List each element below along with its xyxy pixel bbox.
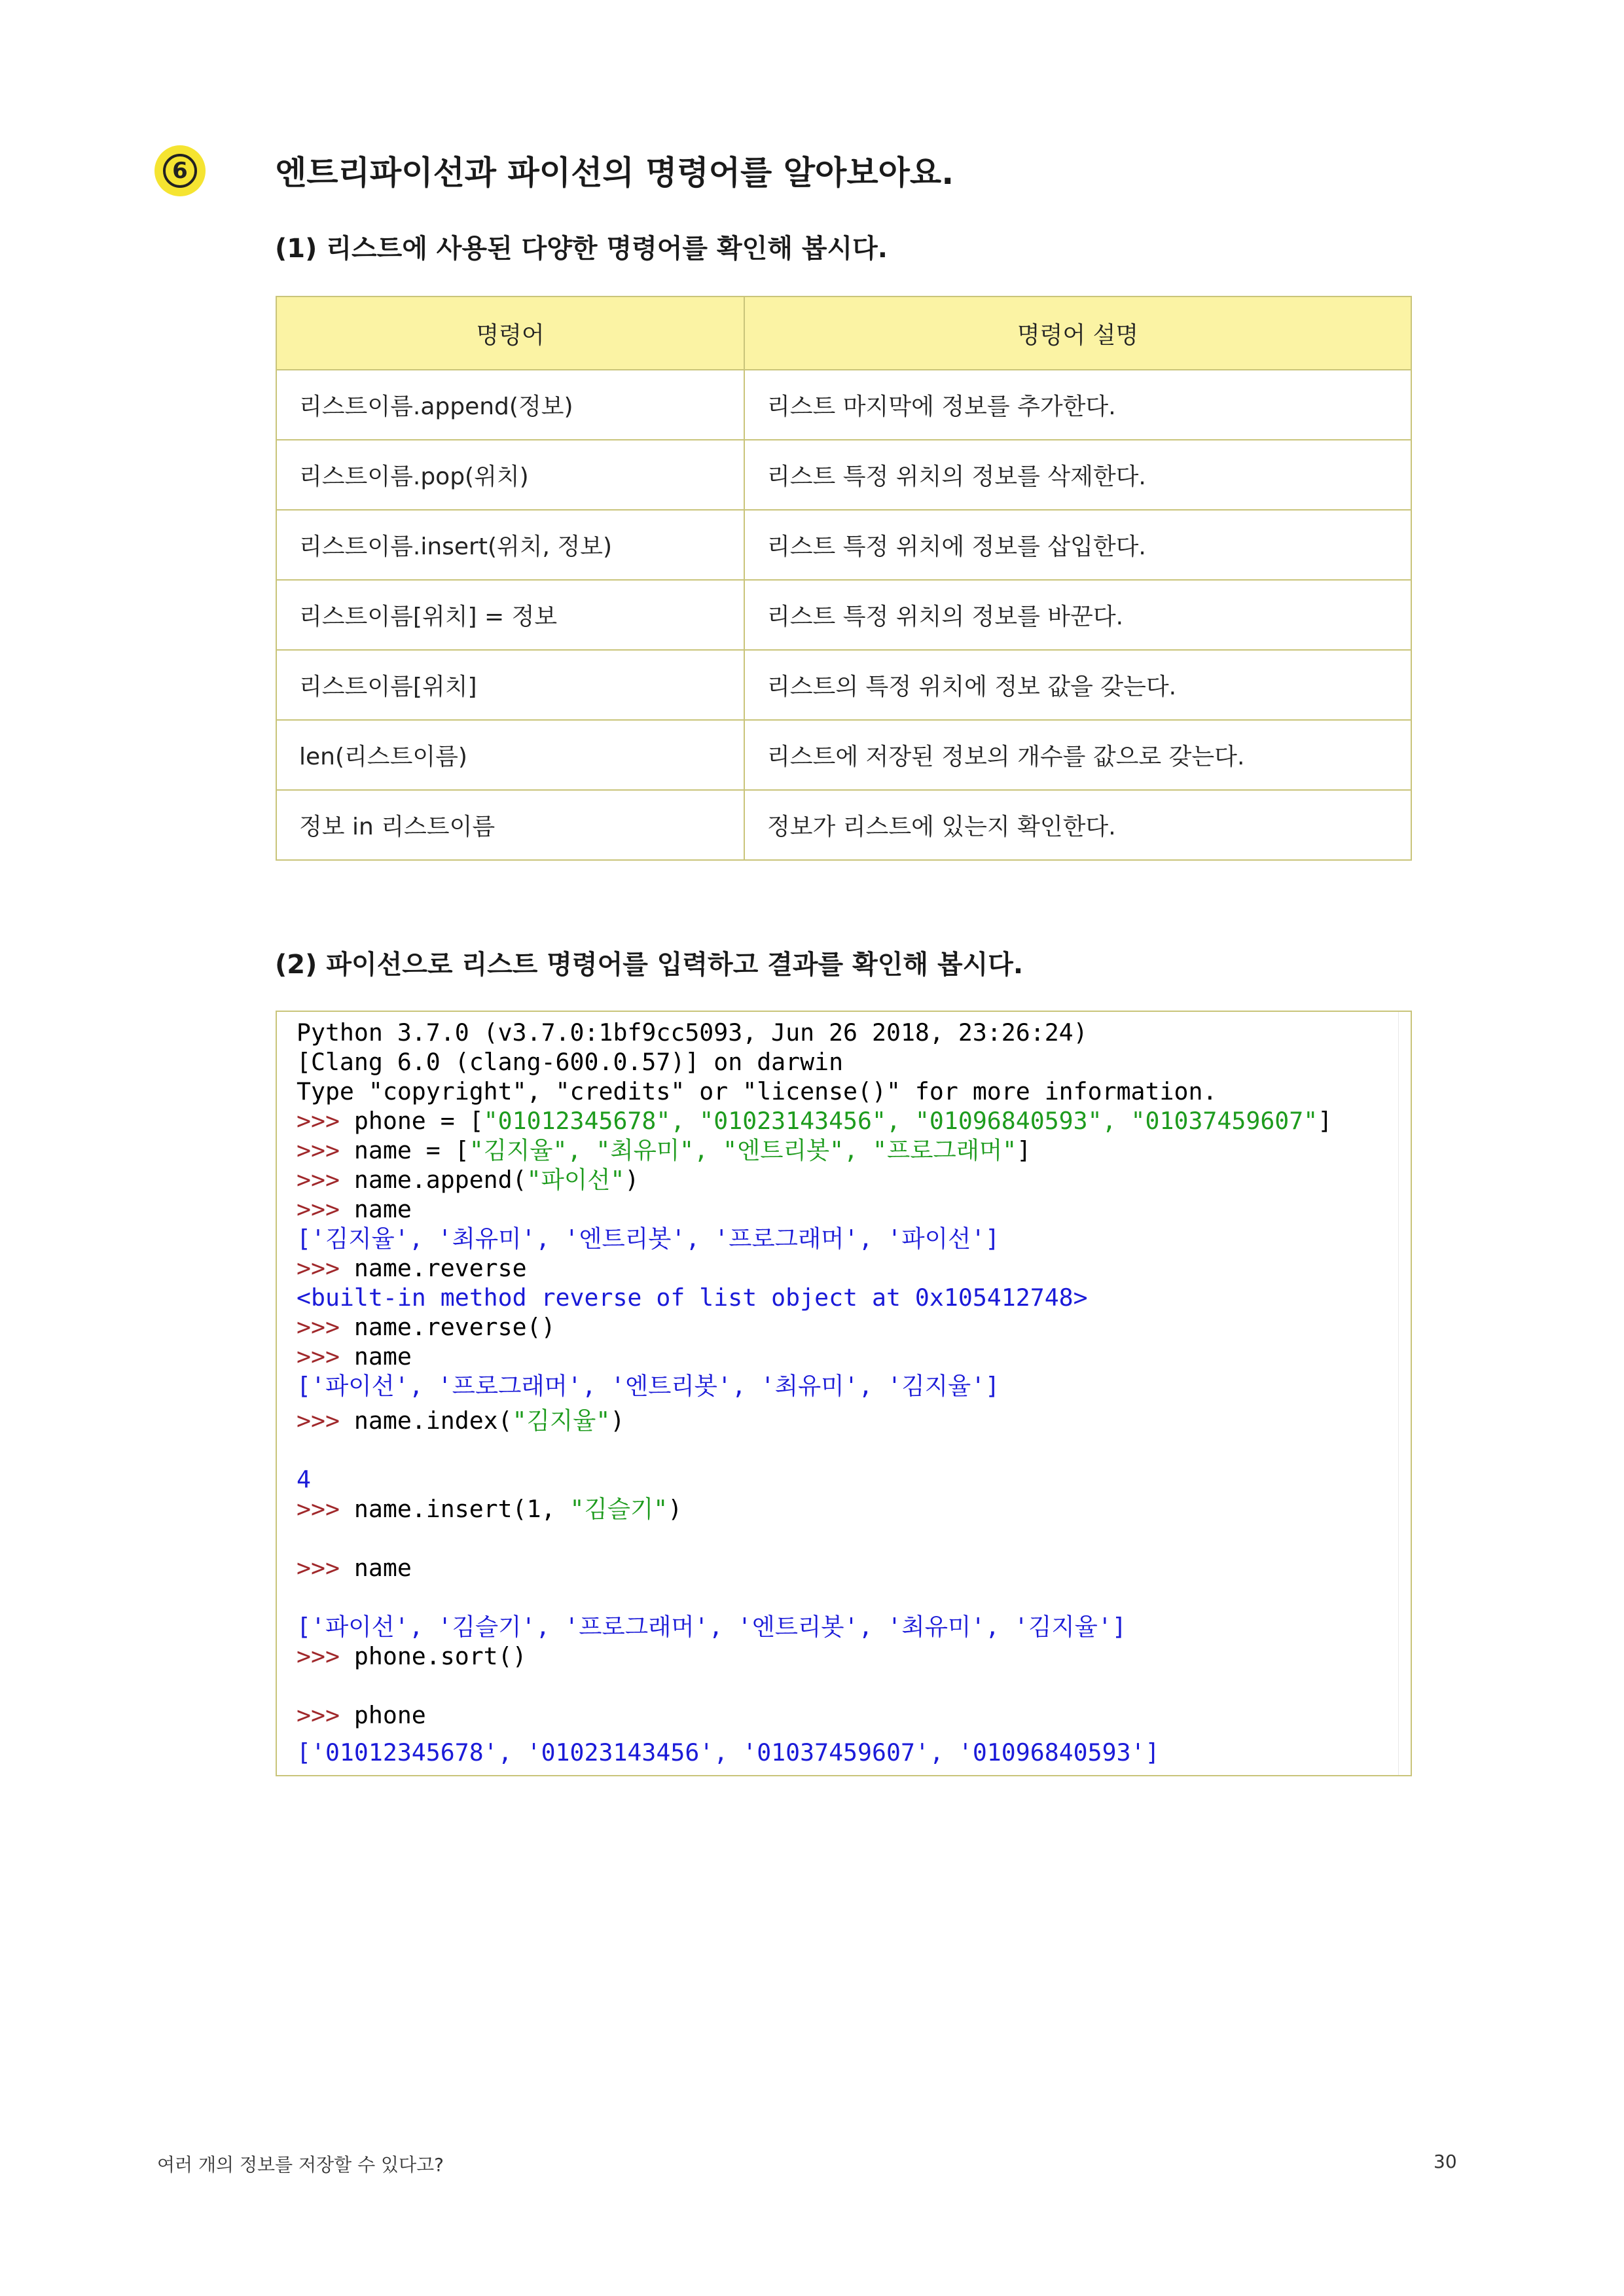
shell-string: "파이선" [526, 1166, 625, 1194]
shell-code: ] [1017, 1136, 1032, 1164]
command-cell: 리스트이름.insert(위치, 정보) [276, 510, 744, 580]
shell-code: ) [668, 1495, 683, 1523]
prompt-symbol: >>> [297, 1254, 340, 1282]
table-row [276, 790, 1411, 860]
shell-output-line [297, 1372, 1000, 1401]
shell-text: [Clang 6.0 (clang-600.0.57)] on darwin [297, 1048, 844, 1076]
description-cell: 리스트 마지막에 정보를 추가한다. [744, 370, 1411, 440]
prompt-symbol: >>> [297, 1701, 340, 1729]
table-row [276, 720, 1411, 790]
shell-string: "김지율" [512, 1407, 611, 1435]
header-description: 명령어 설명 [744, 296, 1411, 370]
shell-header-line [297, 1018, 1088, 1047]
section-number-badge [154, 145, 206, 196]
shell-code: name.reverse [339, 1254, 527, 1282]
shell-input-line [297, 1136, 1031, 1165]
shell-input-line [297, 1554, 412, 1583]
shell-code: phone = [ [339, 1107, 484, 1135]
command-cell: 리스트이름.pop(위치) [276, 440, 744, 510]
shell-code: ] [1318, 1107, 1333, 1135]
shell-text: Type "copyright", "credits" or "license()" for more information. [297, 1077, 1218, 1105]
shell-header-line [297, 1048, 843, 1077]
shell-input-line [297, 1342, 412, 1371]
description-cell: 리스트 특정 위치의 정보를 삭제한다. [744, 440, 1411, 510]
prompt-symbol: >>> [297, 1495, 340, 1523]
shell-code: name = [ [339, 1136, 469, 1164]
command-cell: len(리스트이름) [276, 720, 744, 790]
shell-code: ) [624, 1166, 640, 1194]
shell-header-line [297, 1077, 1217, 1106]
subtitle-python-practice: (2) 파이선으로 리스트 명령어를 입력하고 결과를 확인해 봅시다. [275, 950, 1024, 980]
footer-caption: 여러 개의 정보를 저장할 수 있다고? [157, 2154, 444, 2176]
subtitle-list-commands: (1) 리스트에 사용된 다양한 명령어를 확인해 봅시다. [275, 234, 888, 264]
shell-output: ['김지율', '최유미', '엔트리봇', '프로그래머', '파이선'] [297, 1225, 1000, 1253]
prompt-symbol: >>> [297, 1407, 340, 1435]
shell-string: "01012345678", "01023143456", "01096840593", "01037459607" [483, 1107, 1318, 1135]
command-cell: 리스트이름[위치] = 정보 [276, 580, 744, 650]
table-row [276, 650, 1411, 720]
python-shell-screenshot [276, 1011, 1412, 1776]
shell-code: phone.sort() [339, 1642, 527, 1670]
description-cell: 리스트 특정 위치에 정보를 삽입한다. [744, 510, 1411, 580]
shell-input-line [297, 1701, 426, 1730]
prompt-symbol: >>> [297, 1342, 340, 1371]
shell-code: name [339, 1342, 412, 1371]
command-cell: 리스트이름.append(정보) [276, 370, 744, 440]
shell-input-line [297, 1407, 624, 1435]
prompt-symbol: >>> [297, 1195, 340, 1223]
prompt-symbol: >>> [297, 1136, 340, 1164]
shell-output: <built-in method reverse of list object at 0x105412748> [297, 1283, 1088, 1312]
shell-output-line [297, 1283, 1088, 1312]
header-command: 명령어 [276, 296, 744, 370]
section-title: 엔트리파이선과 파이선의 명령어를 알아보아요. [275, 154, 954, 192]
shell-string: "김지율", "최유미", "엔트리봇", "프로그래머" [469, 1136, 1017, 1164]
shell-code: name.reverse() [339, 1313, 556, 1341]
shell-output: ['01012345678', '01023143456', '01037459607', '01096840593'] [297, 1738, 1160, 1767]
section-number: 6 [163, 154, 197, 188]
shell-output-line [297, 1613, 1127, 1641]
shell-code: name.index( [339, 1407, 513, 1435]
table-row [276, 370, 1411, 440]
command-table [276, 296, 1412, 861]
shell-code: name [339, 1195, 412, 1223]
description-cell: 리스트에 저장된 정보의 개수를 값으로 갖는다. [744, 720, 1411, 790]
shell-input-line [297, 1313, 556, 1342]
shell-output: ['파이선', '프로그래머', '엔트리봇', '최유미', '김지율'] [297, 1372, 1000, 1400]
shell-output-line [297, 1465, 311, 1494]
shell-scroll-edge [1398, 1012, 1399, 1775]
shell-output-line [297, 1225, 1000, 1253]
prompt-symbol: >>> [297, 1107, 340, 1135]
shell-text: Python 3.7.0 (v3.7.0:1bf9cc5093, Jun 26 2018, 23:26:24) [297, 1018, 1088, 1047]
table-row [276, 440, 1411, 510]
shell-input-line [297, 1107, 1332, 1136]
command-cell: 리스트이름[위치] [276, 650, 744, 720]
shell-input-line [297, 1495, 682, 1524]
shell-input-line [297, 1166, 639, 1194]
command-cell: 정보 in 리스트이름 [276, 790, 744, 860]
description-cell: 리스트 특정 위치의 정보를 바꾼다. [744, 580, 1411, 650]
shell-input-line [297, 1254, 527, 1283]
table-row [276, 580, 1411, 650]
shell-code: name.insert(1, [339, 1495, 570, 1523]
shell-input-line [297, 1642, 527, 1671]
shell-code: name [339, 1554, 412, 1582]
shell-code: ) [610, 1407, 625, 1435]
shell-code: phone [339, 1701, 426, 1729]
description-cell: 정보가 리스트에 있는지 확인한다. [744, 790, 1411, 860]
prompt-symbol: >>> [297, 1313, 340, 1341]
table-row [276, 510, 1411, 580]
shell-code: name.append( [339, 1166, 527, 1194]
shell-output: 4 [297, 1465, 311, 1494]
shell-output-line [297, 1738, 1160, 1767]
shell-input-line [297, 1195, 412, 1224]
prompt-symbol: >>> [297, 1554, 340, 1582]
shell-output: ['파이선', '김슬기', '프로그래머', '엔트리봇', '최유미', '김지율'] [297, 1613, 1127, 1641]
shell-string: "김슬기" [569, 1495, 668, 1523]
table-header-row [276, 296, 1411, 370]
prompt-symbol: >>> [297, 1166, 340, 1194]
prompt-symbol: >>> [297, 1642, 340, 1670]
description-cell: 리스트의 특정 위치에 정보 값을 갖는다. [744, 650, 1411, 720]
page-number: 30 [1434, 2151, 1457, 2172]
